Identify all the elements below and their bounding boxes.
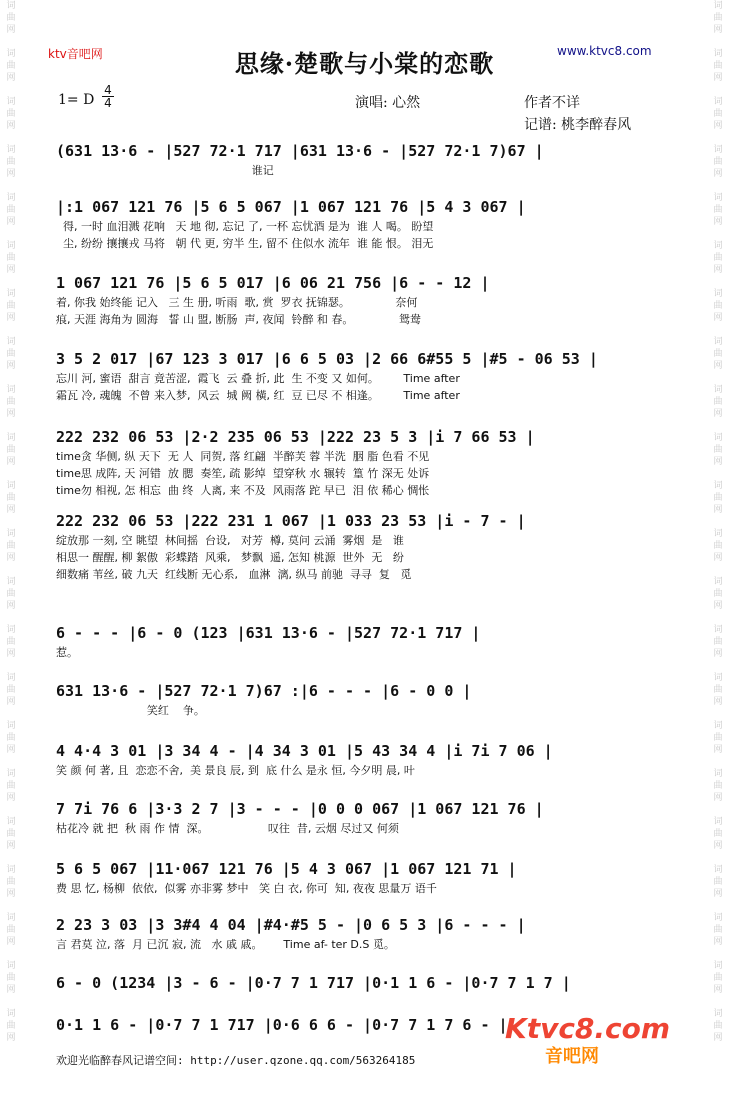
score-line: [56, 140, 668, 179]
beam-line: [56, 295, 656, 296]
lyric-line: 枯花冷 就 把 秋 雨 作 情 深。 叹往 昔, 云烟 尽过又 何须: [56, 822, 399, 835]
score-line: [56, 510, 668, 583]
notation-line: 5 6 5 067 |11·067 121 76 |5 4 3 067 |1 067 121 71 |: [56, 860, 517, 878]
notation-line: 7 7i 76 6 |3·3 2 7 |3 - - - |0 0 0 067 |1 067 121 76 |: [56, 800, 544, 818]
lyric-line: 细数痛 苇丝, 破 九天 红线断 无心系, 血淋 漓, 纵马 前驰 寻寻 复 觅: [56, 568, 412, 581]
beam-line: [56, 449, 656, 450]
lyric-line: time思 成阵, 天 河错 放 腮 奏笙, 疏 影绰 望穿秋 水 辗转 篁 竹 深无 处诉: [56, 467, 430, 480]
lyric-line: 霜瓦 冷, 魂魄 不曾 来入梦, 风云 城 阙 橫, 红 豆 已尽 不 相逢。 Time after: [56, 389, 460, 402]
lyric-line: 着, 你我 始终能 记入 三 生 册, 听雨 歌, 赏 罗衣 抚锦瑟。 奈何: [56, 296, 418, 309]
score-line: [56, 914, 668, 953]
time-signature: [102, 84, 114, 109]
brand-right-url: www.ktvc8.com: [557, 44, 652, 58]
lyric-line: 惹。: [56, 646, 78, 659]
notation-line: (631 13·6 - |527 72·1 717 |631 13·6 - |527 72·1 7)67 |: [56, 142, 544, 160]
beam-line: [56, 533, 656, 534]
notation-line: 222 232 06 53 |2·2 235 06 53 |222 23 5 3 |i 7 66 53 |: [56, 428, 535, 446]
lyric-line: time勿 相视, 怎 相忘 曲 终 人离, 来 不及 风雨落 跎 早已 泪 依 稀心 惆怅: [56, 484, 430, 497]
score-line: [56, 272, 668, 328]
left-watermark: 词 曲 网 词 曲 网 词 曲 网 词 曲 网 词 曲 网 词 曲 网 词 曲 网 词 曲 网 词 曲 网 词 曲 网 词 曲 网 词 曲 网 词 曲 网 词 曲 网 词 曲 网 词 曲 网 词 曲 网 词 曲 网 词 曲 网 词 曲 网 词 曲 网 词 曲 网: [6, 1, 16, 1043]
logo-sub-text: 音吧网: [545, 1046, 599, 1067]
score-line: [56, 622, 668, 661]
score-line: [56, 680, 668, 719]
beam-line: [56, 371, 656, 372]
site-logo: [505, 1012, 675, 1067]
notation-line: 3 5 2 017 |67 123 3 017 |6 6 5 03 |2 66 6#55 5 |#5 - 06 53 |: [56, 350, 598, 368]
lyric-line: 尘, 纷纷 攘攘戎 马将 朝 代 更, 穷半 生, 留不 住似水 流年 谁 能 恨。 泪无: [56, 237, 434, 250]
lyric-line: 笑 颜 何 著, 且 恋恋不舍, 美 景良 辰, 到 底 什么 是永 恒, 今夕明 晨, 叶: [56, 764, 415, 777]
lyric-line: 痕, 天涯 海角为 圆海 誓 山 盟, 断肠 声, 夜闻 铃醉 和 春。 鸳鸯: [56, 313, 421, 326]
time-signature-top: 4: [102, 84, 114, 97]
lyric-line: 忘川 河, 蜜语 甜言 竟苦涩, 霞飞 云 叠 折, 此 生 不变 又 如何。 Time after: [56, 372, 460, 385]
lyric-line: 谁记: [56, 164, 274, 177]
beam-line: [56, 763, 656, 764]
singer-credit: 演唱: 心然: [355, 95, 421, 111]
song-title: 思缘·楚歌与小棠的恋歌: [234, 49, 495, 78]
notation-line: 6 - 0 (1234 |3 - 6 - |0·7 7 1 717 |0·1 1 6 - |0·7 7 1 7 |: [56, 974, 571, 992]
time-signature-bottom: 4: [104, 96, 112, 110]
beam-line: [56, 703, 656, 704]
lyric-line: 笑红 争。: [56, 704, 205, 717]
score-line: [56, 348, 668, 404]
beam-line: [56, 645, 656, 646]
notation-line: 2 23 3 03 |3 3#4 4 04 |#4·#5 5 - |0 6 5 3 |6 - - - |: [56, 916, 526, 934]
notation-line: 6 - - - |6 - 0 (123 |631 13·6 - |527 72·1 717 |: [56, 624, 481, 642]
lyric-line: 言 君莫 泣, 落 月 已沉 寂, 流 水 戚 戚。 Time af- ter D.S 觅。: [56, 938, 395, 951]
score-line: [56, 972, 668, 994]
brand-left-logo-text: ktv音吧网: [48, 47, 103, 61]
score-line: [56, 426, 668, 499]
right-watermark: 词 曲 网 词 曲 网 词 曲 网 词 曲 网 词 曲 网 词 曲 网 词 曲 网 词 曲 网 词 曲 网 词 曲 网 词 曲 网 词 曲 网 词 曲 网 词 曲 网 词 曲 网 词 曲 网 词 曲 网 词 曲 网 词 曲 网 词 曲 网 词 曲 网 词 曲 网: [713, 1, 723, 1043]
score-line: [56, 740, 668, 779]
lyric-line: 得, 一时 血泪溅 花响 天 地 彻, 忘记 了, 一杯 忘忧酒 是为 谁 人 喝。 盼望: [56, 220, 434, 233]
transcriber-credit: 记谱: 桃李醉春风: [524, 117, 632, 133]
author-credit: 作者不详: [524, 95, 580, 111]
beam-line: [56, 821, 656, 822]
score-line: [56, 196, 668, 252]
lyric-line: 相思一 醒醒, 柳 絮傲 彩蝶踏 风乘, 梦飘 遥, 怎知 桃源 世外 无 纷: [56, 551, 404, 564]
beam-line: [56, 881, 656, 882]
lyric-line: 绽放那 一刻, 空 眺望 林间摇 台设, 对芳 樽, 莫问 云涌 雾烟 是 谁: [56, 534, 404, 547]
logo-main-text: Ktvc8.com: [505, 1012, 671, 1045]
score-line: [56, 858, 668, 897]
beam-line: [56, 937, 656, 938]
notation-line: 4 4·4 3 01 |3 34 4 - |4 34 3 01 |5 43 34 4 |i 7i 7 06 |: [56, 742, 553, 760]
lyric-line: 费 思 忆, 杨柳 依依, 似雾 亦非雾 梦中 笑 白 衣, 你可 知, 夜夜 思量万 语千: [56, 882, 437, 895]
notation-line: |:1 067 121 76 |5 6 5 067 |1 067 121 76 |5 4 3 067 |: [56, 198, 526, 216]
beam-line: [56, 219, 656, 220]
lyric-line: time贪 华侧, 纵 天下 无 人 同贺, 落 红翩 半醉芙 蓉 半洗 胭 脂 色看 不见: [56, 450, 430, 463]
key-signature: 1= D: [58, 92, 95, 108]
footer-link-text: 欢迎光临醉春风记谱空间: http://user.qzone.qq.com/563264185: [56, 1054, 416, 1067]
beam-line: [56, 163, 656, 164]
notation-line: 631 13·6 - |527 72·1 7)67 :|6 - - - |6 - 0 0 |: [56, 682, 472, 700]
notation-line: 0·1 1 6 - |0·7 7 1 717 |0·6 6 6 - |0·7 7 1 7 6 - |: [56, 1016, 508, 1034]
beam-line: [56, 995, 656, 996]
score-line: [56, 798, 668, 837]
notation-line: 1 067 121 76 |5 6 5 017 |6 06 21 756 |6 - - 12 |: [56, 274, 490, 292]
notation-line: 222 232 06 53 |222 231 1 067 |1 033 23 53 |i - 7 - |: [56, 512, 526, 530]
